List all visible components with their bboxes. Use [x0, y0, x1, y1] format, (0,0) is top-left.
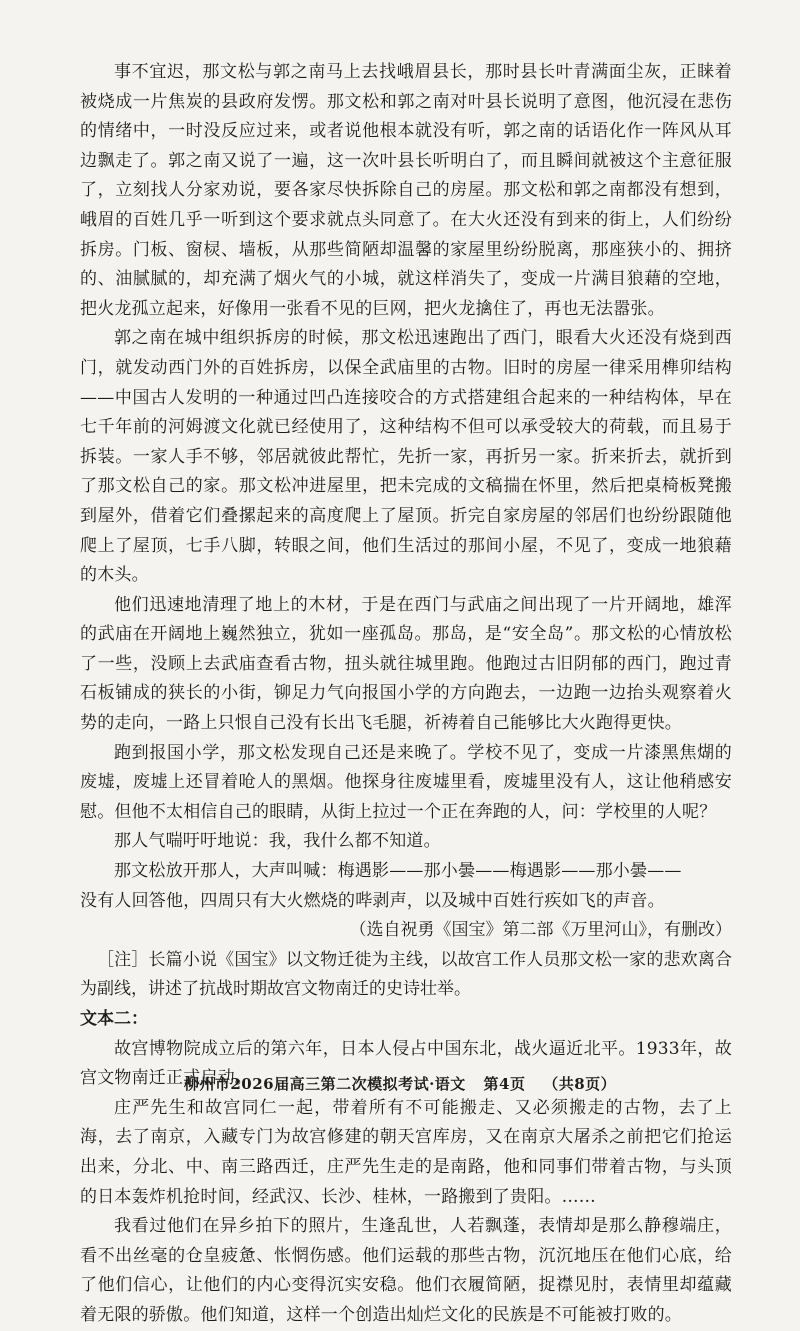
body-paragraph: 他们迅速地清理了地上的木材，于是在西门与武庙之间出现了一片开阔地，雄浑的武庙在开阔地上巍然独立，犹如一座孤岛。那岛，是“安全岛”。那文松的心情放松了一些，没顾上去武庙查看古物，扭头就往城里跑。他跑过古旧阴郁的西门，跑过青石板铺成的狭长的小街，铆足力气向报国小学的方向跑去，一边跑一边抬头观察着火势的走向，一路上只恨自己没有长出飞毛腿，祈祷着自己能够比大火跑得更快。: [80, 594, 732, 734]
dialogue-line: 那文松放开那人，大声叫喊：梅遇影——那小曇——梅遇影——那小曇——: [114, 861, 682, 882]
dialogue-line: 那人气喘吁吁地说：我，我什么都不知道。: [114, 831, 441, 852]
source-citation: （选自祝勇《国宝》第二部《万里河山》，有删改）: [349, 920, 732, 941]
annotation-note: ［注］长篇小说《国宝》以文物迁徙为主线，以故宫工作人员那文松一家的悲欢离合为副线，讲述了抗战时期故宫文物南迁的史诗壮举。: [80, 949, 732, 1000]
body-paragraph: 庄严先生和故宫同仁一起，带着所有不可能搬走、又必须搬走的古物，去了上海，去了南京，入藏专门为故宫修建的朝天宫库房，又在南京大屠杀之前把它们抢运出来，分北、中、南三路西迁，庄严先生走的是南路，他和同事们带着古物，与头顶的日本轰炸机抢时间，经武汉、长沙、桂林，一路搬到了贵阳。……: [80, 1097, 732, 1207]
body-paragraph: 郭之南在城中组织拆房的时候，那文松迅速跑出了西门，眼看大火还没有烧到西门，就发动西门外的百姓拆房，以保全武庙里的古物。旧时的房屋一律采用榫卯结构——中国古人发明的一种通过凹凸连接咬合的方式搭建组合起来的一种结构体，早在七千年前的河姆渡文化就已经使用了，这种结构不但可以承受较大的荷载，而且易于拆装。一家人手不够，邻居就彼此帮忙，先折一家，再折另一家。折来折去，就折到了那文松自己的家。那文松冲进屋里，把未完成的文稿揣在怀里，然后把桌椅板凳搬到屋外，借着它们叠摞起来的高度爬上了屋顶。折完自家房屋的邻居们也纷纷跟随他爬上了屋顶，七手八脚，转眼之间，他们生活过的那间小屋，不见了，变成一地狼藉的木头。: [80, 328, 732, 586]
body-paragraph: 跑到报国小学，那文松发现自己还是来晚了。学校不见了，变成一片漆黑焦煳的废墟，废墟上还冒着呛人的黑烟。他探身往废墟里看，废墟里没有人，这让他稍感安慰。但他不太相信自己的眼睛，从街上拉过一个正在奔跑的人，问：学校里的人呢？: [80, 742, 732, 822]
dialogue-line: 没有人回答他，四周只有大火燃烧的哔剥声，以及城中百姓行疾如飞的声音。: [80, 890, 665, 911]
exam-title: 柳州市2026届高三第二次模拟考试·语文: [183, 1075, 466, 1093]
body-paragraph: 事不宜迟，那文松与郭之南马上去找峨眉县长，那时县长叶青满面尘灰，正睐着被烧成一片焦炭的县政府发愣。那文松和郭之南对叶县长说明了意图，他沉浸在悲伤的情绪中，一时没反应过来，或者说他根本就没有听，郭之南的话语化作一阵风从耳边飘走了。郭之南又说了一遍，这一次叶县长听明白了，而且瞬间就被这个主意征服了，立刻找人分家劝说，要各家尽快拆除自己的房屋。那文松和郭之南都没有想到，峨眉的百姓几乎一听到这个要求就点头同意了。在大火还没有到来的街上，人们纷纷拆房。门板、窗棂、墙板，从那些简陋却温馨的家屋里纷纷脱离，那座狭小的、拥挤的、油腻腻的，却充满了烟火气的小城，就这样消失了，变成一片满目狼藉的空地，把火龙孤立起来，好像用一张看不见的巨网，把火龙擒住了，再也无法嚣张。: [80, 62, 732, 319]
page-footer: [0, 1073, 800, 1094]
page-total: （共8页）: [543, 1075, 617, 1093]
body-paragraph: 故宫博物院成立后的第六年，日本人侵占中国东北，战火逼近北平。1933年，故宫文物南迁正式启动。: [80, 1038, 732, 1089]
page-number: 第4页: [483, 1075, 526, 1093]
body-paragraph: 我看过他们在异乡拍下的照片，生逢乱世，人若飘蓬，表情却是那么静穆端庄，看不出丝毫的仓皇疲惫、怅惘伤感。他们运载的那些古物，沉沉地压在他们心底，给了他们信心，让他们的内心变得沉实安稳。他们衣履简陋，捉襟见肘，表情里却蕴藏着无限的骄傲。他们知道，这样一个创造出灿烂文化的民族是不可能被打败的。: [80, 1216, 732, 1325]
section-heading: 文本二：: [80, 1009, 148, 1029]
